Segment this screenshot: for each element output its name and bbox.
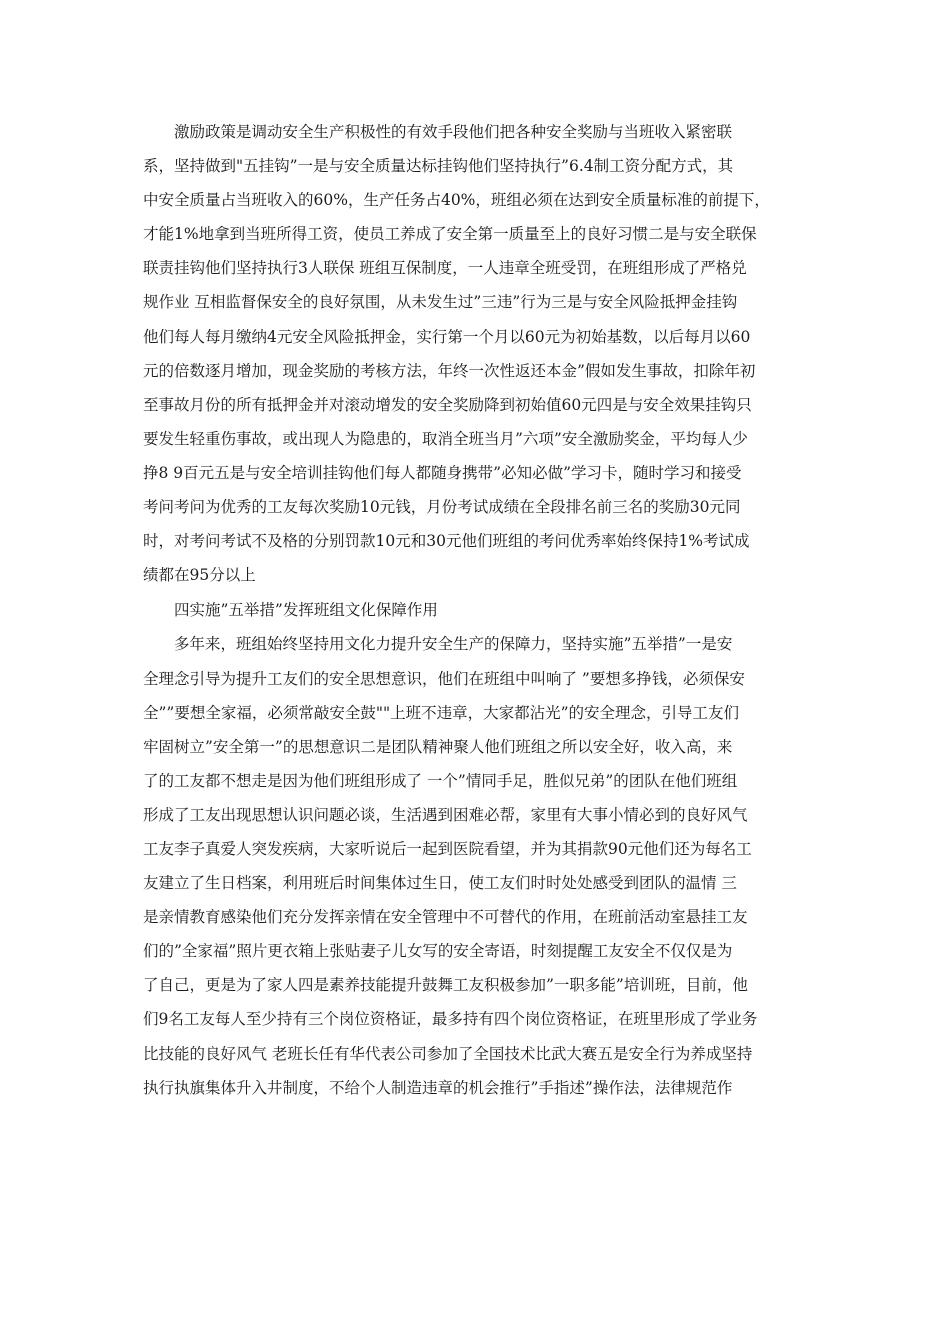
text-line: 中安全质量占当班收入的60%，生产任务占40%，班组必须在达到安全质量标准的前提下， xyxy=(143,191,770,210)
text-line: 是亲情教育感染他们充分发挥亲情在安全管理中不可替代的作用，在班前活动室悬挂工友 xyxy=(143,908,748,927)
text-line: 全””要想全家福，必须常敲安全鼓""上班不违章，大家都沾光”的安全理念，引导工友们 xyxy=(143,703,740,722)
paragraph-culture-measures xyxy=(143,627,825,1104)
text-line: 全理念引导为提升工友们的安全思想意识，他们在班组中叫响了 ”要想多挣钱，必须保安 xyxy=(143,669,745,688)
text-line: 激励政策是调动安全生产积极性的有效手段他们把各种安全奖励与当班收入紧密联 xyxy=(174,123,733,141)
text-line: 们的”全家福”照片更衣箱上张贴妻子儿女写的安全寄语，时刻提醒工友安全不仅仅是为 xyxy=(143,942,733,961)
text-line: 了自己，更是为了家人四是素养技能提升鼓舞工友积极参加”一职多能”培训班，目前，他 xyxy=(143,976,748,995)
text-line: 元的倍数逐月增加，现金奖励的考核方法，年终一次性返还本金”假如发生事故，扣除年初 xyxy=(143,361,756,380)
text-line: 时，对考问考试不及格的分别罚款10元和30元他们班组的考问优秀率始终保持1%考试成 xyxy=(143,532,750,551)
paragraph-incentive-policy xyxy=(143,115,825,592)
section-heading: 四实施”五举措”发挥班组文化保障作用 xyxy=(174,601,438,620)
text-line: 规作业 互相监督保安全的良好氛围，从未发生过”三违”行为三是与安全风险抵押金挂钩 xyxy=(143,293,738,312)
text-line: 了的工友都不想走是因为他们班组形成了 一个”情同手足，胜似兄弟”的团队在他们班组 xyxy=(143,771,738,790)
text-line: 联责挂钩他们坚持执行3人联保 班组互保制度，一人违章全班受罚，在班组形成了严格兑 xyxy=(143,259,747,278)
document-page xyxy=(143,115,825,1105)
text-line: 们9名工友每人至少持有三个岗位资格证，最多持有四个岗位资格证，在班里形成了学业务 xyxy=(143,1010,758,1029)
text-line: 多年来，班组始终坚持用文化力提升安全生产的保障力，坚持实施”五举措”一是安 xyxy=(174,635,733,654)
text-line: 他们每人每月缴纳4元安全风险抵押金，实行第一个月以60元为初始基数，以后每月以60 xyxy=(143,327,751,346)
text-line: 牢固树立”安全第一”的思想意识二是团队精神聚人他们班组之所以安全好，收入高，来 xyxy=(143,737,733,756)
text-line: 形成了工友出现思想认识问题必谈，生活遇到困难必帮，家里有大事小情必到的良好风气 xyxy=(143,805,748,824)
text-line: 比技能的良好风气 老班长任有华代表公司参加了全国技术比武大赛五是安全行为养成坚持 xyxy=(143,1044,753,1063)
text-line: 系，坚持做到"五挂钩”一是与安全质量达标挂钩他们坚持执行”6.4制工资分配方式，其 xyxy=(143,157,734,176)
text-line: 才能1%地拿到当班所得工资，使员工养成了安全第一质量至上的良好习惯二是与安全联保 xyxy=(143,225,757,244)
text-line: 执行执旗集体升入井制度，不给个人制造违章的机会推行”手指述”操作法，法律规范作 xyxy=(143,1078,733,1097)
text-line: 至事故月份的所有抵押金并对滚动增发的安全奖励降到初始值60元四是与安全效果挂钩只 xyxy=(143,395,752,414)
text-line: 要发生轻重伤事故，或出现人为隐患的，取消全班当月”六项”安全激励奖金，平均每人少 xyxy=(143,429,748,448)
text-line: 友建立了生日档案，利用班后时间集体过生日，使工友们时时处处感受到团队的温情 三 xyxy=(143,874,737,893)
text-line: 挣8 9百元五是与安全培训挂钩他们每人都随身携带”必知必做”学习卡，随时学习和接受 xyxy=(143,463,742,482)
text-line: 工友李子真爱人突发疾病，大家听说后一起到医院看望，并为其捐款90元他们还为每名工 xyxy=(143,839,752,858)
text-line: 考问考问为优秀的工友每次奖励10元钱，月份考试成绩在全段排名前三名的奖励30元同 xyxy=(143,498,741,517)
text-line: 绩都在95分以上 xyxy=(143,566,256,585)
